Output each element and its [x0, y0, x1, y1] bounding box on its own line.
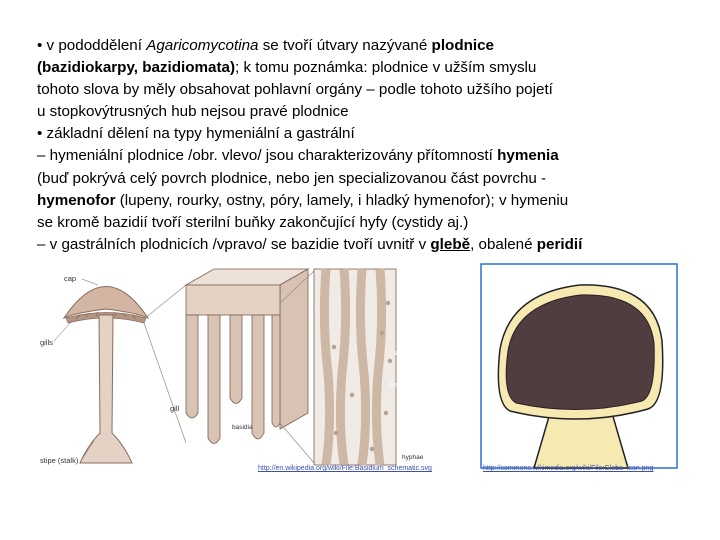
- text-line-8: hymenofor (lupeny, rourky, ostny, póry, lamely, i hladký hymenofor); v hymeniu: [37, 191, 569, 209]
- gills-block: [186, 269, 308, 444]
- gleba-figure: [480, 263, 678, 475]
- label-gill: gill: [170, 404, 180, 413]
- text-line-5: • základní dělení na typy hymeniální a gastrální: [37, 125, 355, 143]
- label-hyphae: hyphae: [402, 454, 424, 461]
- body-text: [37, 35, 712, 256]
- credit-right[interactable]: http://commons.wikimedia.org/wiki/File:Gleba_icon.png: [483, 465, 654, 472]
- mushroom-stipe: [80, 315, 132, 463]
- text-line-1: • v pododdělení Agaricomycotina se tvoří útvary nazývané plodnice: [37, 37, 494, 54]
- label-cap: cap: [64, 274, 77, 283]
- basidium-schematic-figure: [36, 263, 463, 475]
- text-line-6: – hymeniální plodnice /obr. vlevo/ jsou charakterizovány přítomností hymenia: [37, 147, 559, 165]
- peridium-base: [534, 413, 628, 468]
- text-line-7: (buď pokrývá celý povrch plodnice, nebo jen specializovanou část povrchu -: [37, 169, 547, 187]
- text-line-4: u stopkovýtrusných hub nejsou pravé plodnice: [37, 103, 349, 121]
- label-stipe: stipe (stalk): [40, 456, 79, 465]
- label-gills: gills: [40, 338, 53, 347]
- text-line-3: tohoto slova by měly obsahovat pohlavní orgány – podle tohoto užšího pojetí: [37, 81, 553, 99]
- label-basidia: basidia: [232, 424, 253, 431]
- credit-left[interactable]: http://en.wikipedia.org/wiki/File:Basidium_schematic.svg: [258, 465, 432, 472]
- hymenium-detail: [314, 269, 396, 465]
- text-line-9: se kromě bazidií tvoří sterilní buňky zakončující hyfy (cystidy aj.): [37, 213, 469, 231]
- text-line-2: (bazidiokarpy, bazidiomata); k tomu poznámka: plodnice v užším smyslu: [37, 59, 537, 77]
- label-basidium: basidium: [390, 382, 419, 389]
- text-line-10: – v gastrálních plodnicích /vpravo/ se bazidie tvoří uvnitř v glebě, obalené peridií: [37, 235, 583, 253]
- label-spores: spores: [394, 350, 416, 357]
